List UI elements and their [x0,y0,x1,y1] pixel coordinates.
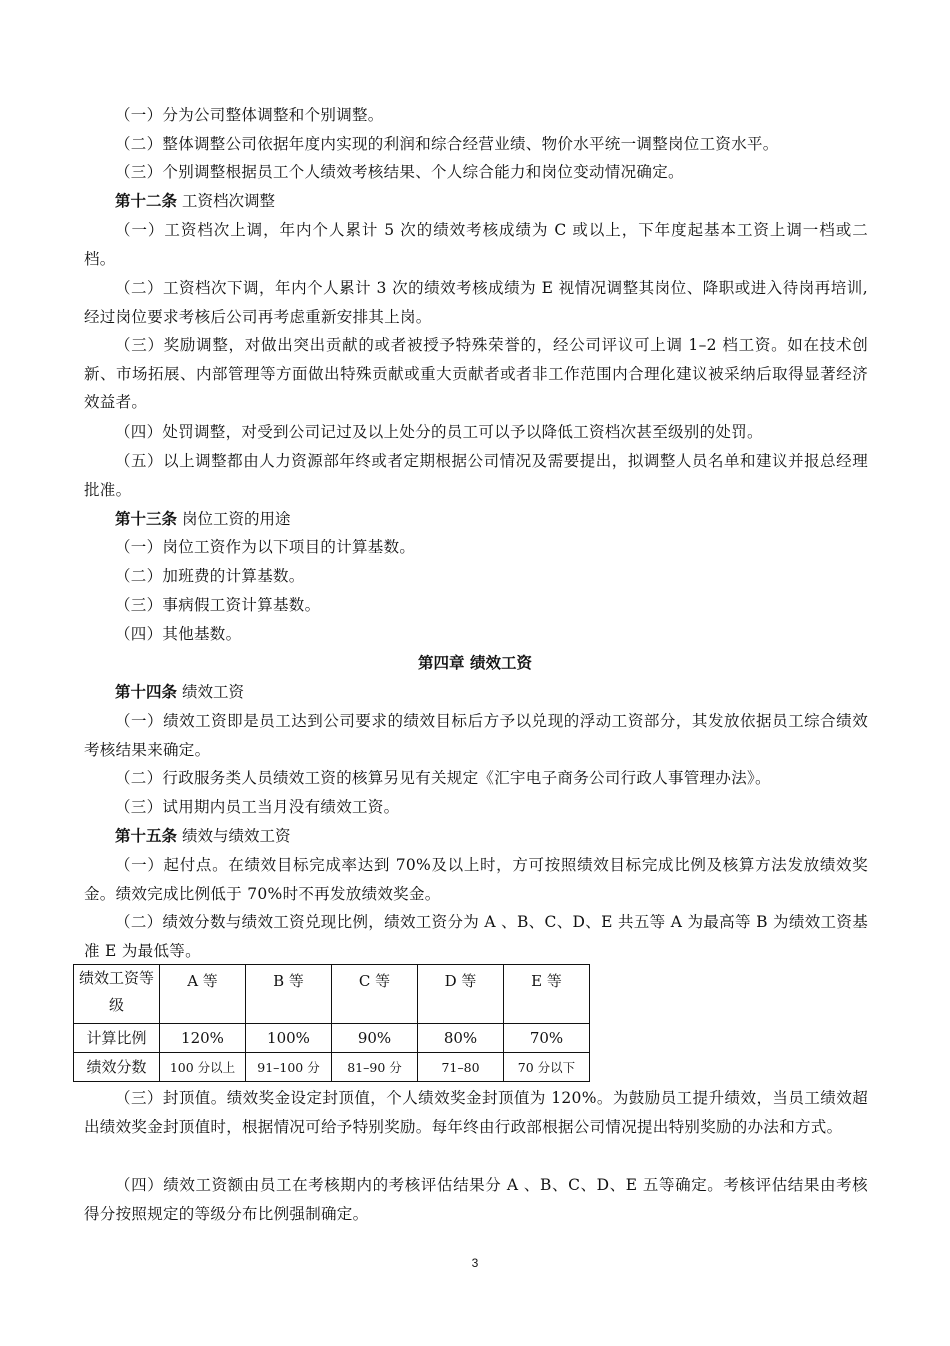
paragraph: （三）封顶值。绩效奖金设定封顶值，个人绩效奖金封顶值为 120%。为鼓励员工提升绩效，当员工绩效超出绩效奖金封顶值时，根据情况可给予特别奖励。每年终由行政部根据公司情况提出特别奖励的办法和方式。 [84,1089,868,1136]
paragraph: （二）绩效分数与绩效工资兑现比例，绩效工资分为 A 、B、C、D、E 共五等 A 为最高等 B 为绩效工资基准 E 为最低等。 [84,913,868,960]
score-cell: 70 分以下 [504,1053,590,1082]
paragraph: （二）工资档次下调，年内个人累计 3 次的绩效考核成绩为 E 视情况调整其岗位、降职或进入待岗再培训,经过岗位要求考核后公司再考虑重新安排其上岗。 [84,279,868,326]
paragraph: （五）以上调整都由人力资源部年终或者定期根据公司情况及需要提出，拟调整人员名单和建议并报总经理批准。 [84,452,868,499]
article-number: 第十三条 [115,509,178,528]
table-row-label: 绩效分数 [74,1053,160,1082]
ratio-cell: 90% [332,1024,418,1053]
table-row [74,1053,590,1082]
ratio-cell: 80% [418,1024,504,1053]
article-title: 岗位工资的用途 [181,510,291,528]
paragraph: （四）绩效工资额由员工在考核期内的考核评估结果分 A 、B、C、D、E 五等确定。考核评估结果由考核得分按照规定的等级分布比例强制确定。 [84,1176,868,1223]
paragraph: （三）试用期内员工当月没有绩效工资。 [115,798,400,816]
paragraph: （二）整体调整公司依据年度内实现的利润和综合经营业绩、物价水平统一调整岗位工资水平。 [115,135,779,153]
grade-table [73,964,590,1082]
score-cell: 81–90 分 [332,1053,418,1082]
article-heading [84,187,868,216]
ratio-cell: 100% [246,1024,332,1053]
article-title: 工资档次调整 [181,192,275,210]
score-cell: 71–80 [418,1053,504,1082]
paragraph: （一）绩效工资即是员工达到公司要求的绩效目标后方予以兑现的浮动工资部分，其发放依据员工综合绩效考核结果来确定。 [84,712,868,759]
paragraph: （一）起付点。在绩效目标完成率达到 70%及以上时，方可按照绩效目标完成比例及核算方法发放绩效奖金。绩效完成比例低于 70%时不再发放绩效奖金。 [84,856,868,903]
paragraph: （四）处罚调整，对受到公司记过及以上处分的员工可以予以降低工资档次甚至级别的处罚。 [115,423,763,441]
article-heading [84,822,868,851]
paragraph: （一）工资档次上调，年内个人累计 5 次的绩效考核成绩为 C 或以上，下年度起基本工资上调一档或二档。 [84,221,868,268]
table-row-label: 计算比例 [74,1024,160,1053]
paragraph: （一）岗位工资作为以下项目的计算基数。 [115,538,416,556]
table-row [74,1024,590,1053]
paragraph: （四）其他基数。 [115,625,242,643]
table-header-cell: 绩效工资等级 [74,965,160,1024]
grade-cell: E 等 [504,965,590,1024]
article-number: 第十四条 [115,682,178,701]
chapter-title: 第四章 绩效工资 [418,653,532,672]
paragraph: （三）个别调整根据员工个人绩效考核结果、个人综合能力和岗位变动情况确定。 [115,163,684,181]
grade-cell: A 等 [160,965,246,1024]
article-heading [84,678,868,707]
article-title: 绩效与绩效工资 [181,827,291,845]
grade-cell: D 等 [418,965,504,1024]
ratio-cell: 120% [160,1024,246,1053]
grade-cell: B 等 [246,965,332,1024]
article-title: 绩效工资 [181,683,244,701]
ratio-cell: 70% [504,1024,590,1053]
paragraph: （一）分为公司整体调整和个别调整。 [115,106,384,124]
article-heading [84,505,868,534]
paragraph: （二）加班费的计算基数。 [115,567,305,585]
paragraph: （三）事病假工资计算基数。 [115,596,321,614]
paragraph: （三）奖励调整，对做出突出贡献的或者被授予特殊荣誉的，经公司评议可上调 1–2 档工资。如在技术创新、市场拓展、内部管理等方面做出特殊贡献或重大贡献者或者非工作范围内合理化建议被采纳后取得显著经济效益者。 [84,336,868,411]
score-cell: 100 分以上 [160,1053,246,1082]
article-number: 第十五条 [115,826,178,845]
score-cell: 91–100 分 [246,1053,332,1082]
article-number: 第十二条 [115,191,178,210]
grade-cell: C 等 [332,965,418,1024]
paragraph: （二）行政服务类人员绩效工资的核算另见有关规定《汇宇电子商务公司行政人事管理办法》。 [115,769,771,787]
table-row [74,965,590,1024]
page-number: 3 [471,1256,479,1270]
